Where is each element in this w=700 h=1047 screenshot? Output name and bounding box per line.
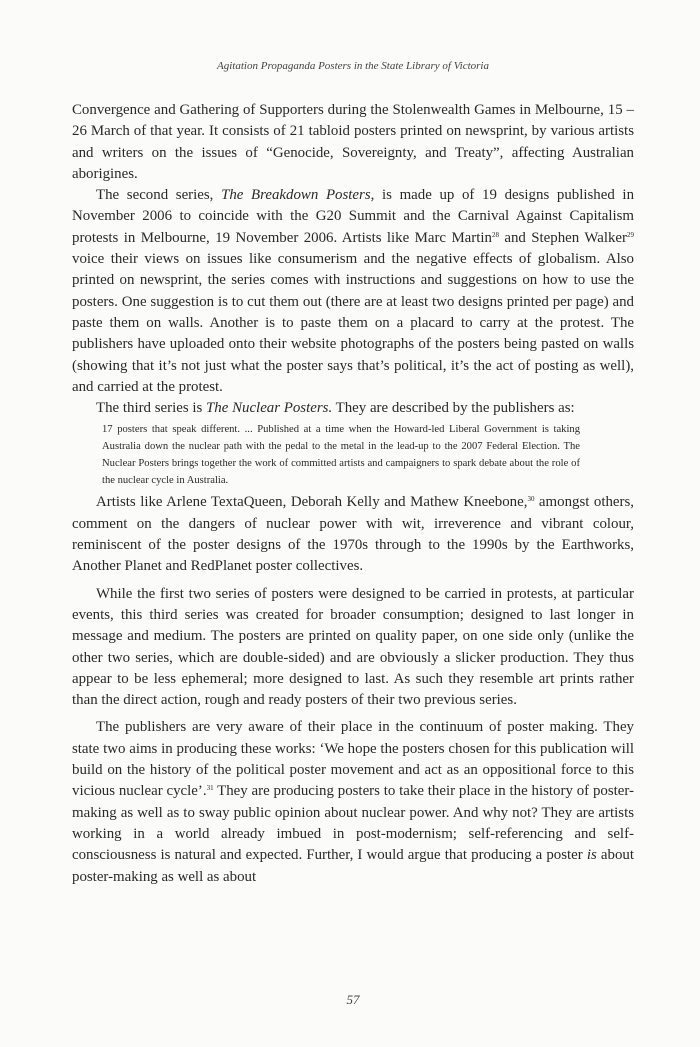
paragraph-6-text: The publishers are very aware of their place in the continuum of poster making. They state two aims in producing these works: ‘We hope the posters chosen for this publication will build on the history of the political poster movement and act as an oppositional force to this vicious nuclear cycle’. — [72, 719, 634, 800]
paragraph-4 — [72, 492, 634, 577]
emphasis: is — [586, 847, 597, 864]
paragraph-2-text: The second series, — [96, 187, 222, 204]
paragraph-6 — [72, 717, 634, 887]
paragraph-3-text: The third series is — [96, 400, 207, 417]
footnote-ref: 30 — [527, 495, 535, 504]
paragraph-5: While the first two series of posters were designed to be carried in protests, at particular events, this third series was created for broader consumption; designed to last longer in message and medium. The posters are printed on quality paper, on one side only (unlike the other two series, which are double-sided) and are obviously a slicker production. They thus appear to be less ephemeral; more designed to last. As such they resemble art prints rather than the direct action, rough and ready posters of their two previous series. — [72, 585, 634, 709]
series-title-breakdown: The Breakdown Posters, — [221, 187, 375, 204]
page-number: 57 — [346, 992, 360, 1007]
footnote-ref: 28 — [491, 230, 499, 239]
series-title-nuclear: The Nuclear Posters. — [206, 400, 333, 417]
paragraph-3 — [72, 398, 634, 419]
paragraph-1: Convergence and Gathering of Supporters during the Stolenwealth Games in Melbourne, 15 – 26 March of that year. It consists of 21 tabloid posters printed on newsprint, by various artists and writers on the issues of “Genocide, Sovereignty, and Treaty”, affecting Australian aborigines. — [72, 102, 634, 182]
footnote-ref: 29 — [627, 230, 634, 239]
paragraph-2-text: voice their views on issues like consumerism and the negative effects of globalism. Also printed on newsprint, the series comes with instructions and suggestions on how to use the posters. One suggestion is to cut them out (there are at least two designs printed per page) and paste them on walls. Another is to paste them on a placard to carry at the protest. The publishers have uploaded onto their website photographs of the posters being pasted on walls (showing that it’s not just what the poster says that’s political, it’s the act of posting as well), and carried at the protest. — [72, 251, 634, 395]
paragraph-2-text: and Stephen Walker — [498, 229, 627, 246]
block-quote: 17 posters that speak different. ... Published at a time when the Howard-led Liberal Government is taking Australia down the nuclear path with the pedal to the metal in the lead-up to the 2007 Federal Election. The Nuclear Posters brings together the work of committed artists and campaigners to spark debate about the role of the nuclear cycle in Australia. — [102, 424, 580, 487]
footnote-ref: 31 — [206, 784, 214, 793]
paragraph-2-text: is made up of 19 designs published in November 2006 to coincide with the G20 Summit and the Carnival Against Capitalism protests in Melbourne, 19 November 2006. Artists like Marc Martin — [72, 187, 635, 246]
paragraph-2 — [72, 185, 634, 398]
paragraph-4-text: Artists like Arlene TextaQueen, Deborah Kelly and Mathew Kneebone, — [96, 494, 528, 511]
paragraph-3-text: They are described by the publishers as: — [332, 400, 575, 417]
paragraph-6-text: They are producing posters to take their place in the history of poster-making as well as to sway public opinion about nuclear power. And why not? They are artists working in a world already imbued in post-modernism; self-referencing and self-consciousness is natural and expected. Further, I would argue that producing a poster — [72, 783, 634, 864]
paragraph-4-text: amongst others, comment on the dangers of nuclear power with wit, irreverence and vibrant colour, reminiscent of the poster designs of the 1970s through to the 1990s by the Earthworks, Another Planet and RedPlanet poster collectives. — [72, 494, 634, 575]
body-text — [72, 100, 634, 888]
paragraph-6-text: about poster-making as well as about — [72, 847, 634, 885]
running-head: Agitation Propaganda Posters in the State Library of Victoria — [217, 60, 489, 72]
